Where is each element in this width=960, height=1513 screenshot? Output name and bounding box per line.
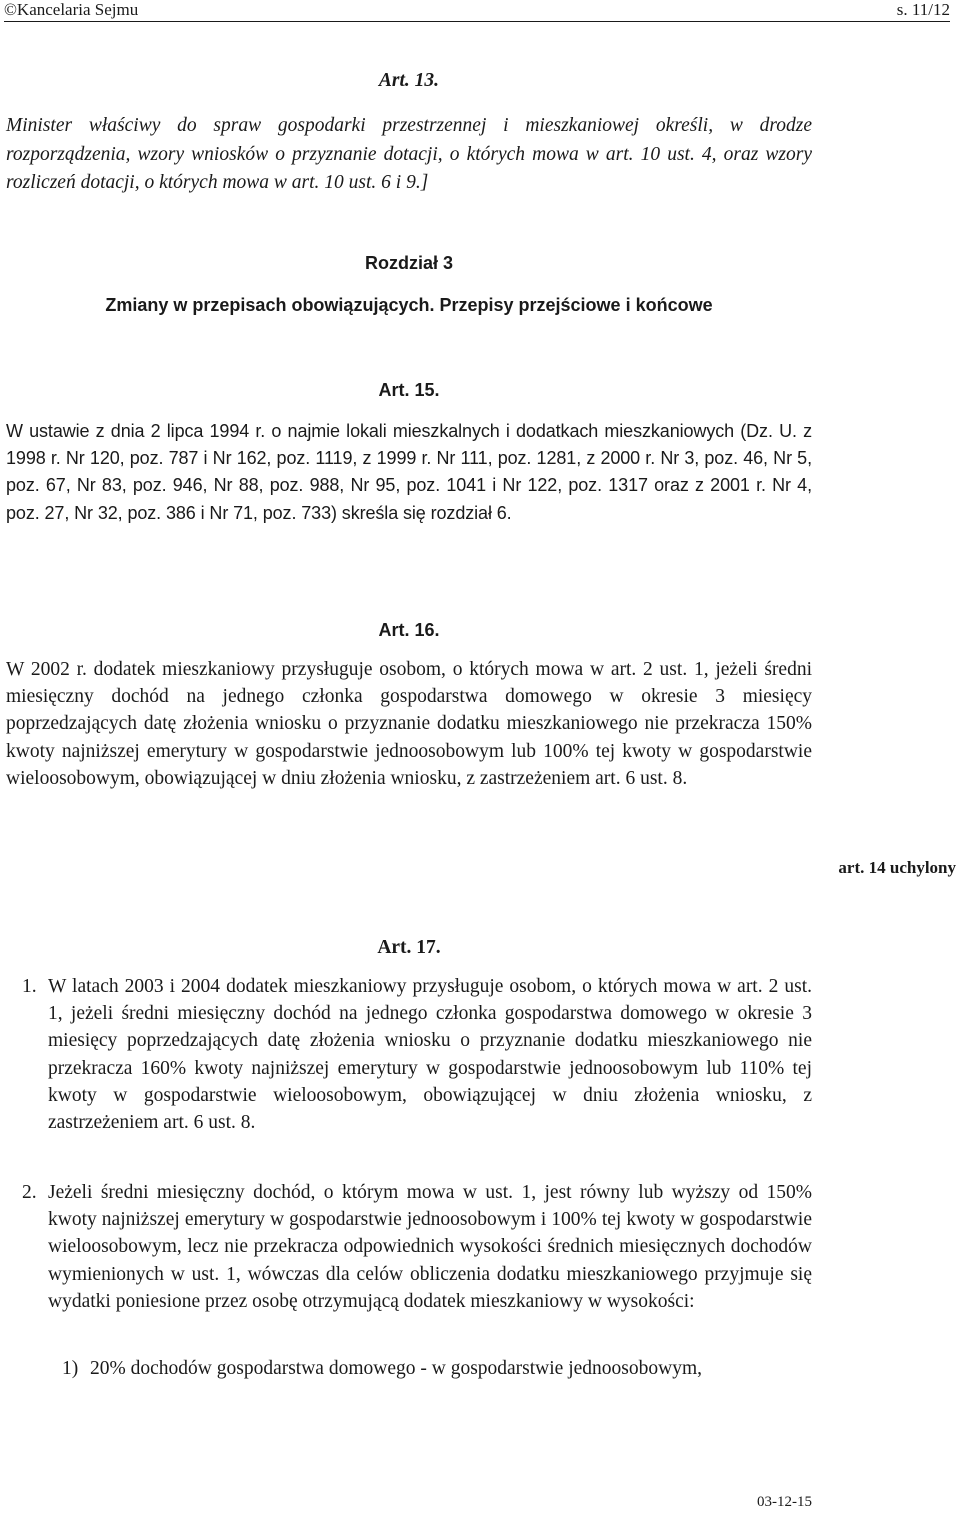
chapter-title: Zmiany w przepisach obowiązujących. Przepisy przejściowe i końcowe — [105, 295, 713, 315]
art16-heading: Art. 16. — [378, 620, 440, 640]
art13-heading: Art. 13. — [378, 70, 440, 91]
art13-body: Minister właściwy do spraw gospodarki przestrzennej i mieszkaniowej określi, w drodze rozporządzenia, wzory wniosków o przyznanie dotacji, o których mowa w art. 10 ust. 4, oraz wzory rozliczeń dotacji, o których mowa w art. 10 ust. 6 i 9.] — [6, 115, 812, 194]
art15-heading: Art. 15. — [378, 380, 440, 400]
art17-item-2-text: Jeżeli średni miesięczny dochód, o którym mowa w ust. 1, jest równy lub wyższy od 150% kwoty najniższej emerytury w gospodarstwie jednoosobowym i 100% tej kwoty w gospodarstwie wieloosobowym, lecz nie przekracza odpowiednich wysokości średnich miesięcznych dochodów wymienionych w ust. 1, wówczas dla celów obliczenia dodatku mieszkaniowego przyjmuje się wydatki poniesione przez osobę otrzymującą dodatek mieszkaniowy w wysokości: — [48, 1182, 812, 1312]
header-divider — [4, 21, 950, 22]
art15-body: W ustawie z dnia 2 lipca 1994 r. o najmie lokali mieszkalnych i dodatkach mieszkaniowych (Dz. U. z 1998 r. Nr 120, poz. 787 i Nr 162, poz. 1119, z 1999 r. Nr 111, poz. 1281, z 2000 r. Nr 3, poz. 46, Nr 5, poz. 67, Nr 83, poz. 946, Nr 88, poz. 988, Nr 95, poz. 1041 i Nr 122, poz. 1317 oraz z 2001 r. Nr 4, poz. 27, Nr 32, poz. 386 i Nr 71, poz. 733) skreśla się rozdział 6. — [6, 421, 812, 523]
page-header — [4, 0, 950, 20]
chapter-number: Rozdział 3 — [364, 253, 453, 273]
art17-heading: Art. 17. — [377, 937, 441, 958]
footer-date: 03-12-15 — [757, 1494, 812, 1510]
art17-item-1-number: 1. — [22, 976, 37, 997]
art17-item-1-text: W latach 2003 i 2004 dodatek mieszkaniowy przysługuje osobom, o których mowa w art. 2 ust. 1, jeżeli średni miesięczny dochód na jednego członka gospodarstwa domowego w okresie 3 miesięcy poprzedzających datę złożenia wniosku o przyznanie dodatku mieszkaniowego nie przekracza 160% kwoty najniższej emerytury w gospodarstwie jednoosobowym lub 110% tej kwoty w gospodarstwie wieloosobowym, obowiązującej w dniu złożenia wniosku, z zastrzeżeniem art. 6 ust. 8. — [48, 976, 812, 1134]
publisher-label: ©Kancelaria Sejmu — [4, 0, 139, 19]
art17-subitem-1-text: 20% dochodów gospodarstwa domowego - w gospodarstwie jednoosobowym, — [90, 1358, 703, 1379]
margin-note: art. 14 uchylony — [838, 858, 956, 877]
art16-body: W 2002 r. dodatek mieszkaniowy przysługuje osobom, o których mowa w art. 2 ust. 1, jeżeli średni miesięczny dochód na jednego członka gospodarstwa domowego w okresie 3 miesięcy poprzedzających datę złożenia wniosku o przyznanie dodatku mieszkaniowego nie przekracza 150% kwoty najniższej emerytury w gospodarstwie jednoosobowym lub 100% tej kwoty w gospodarstwie wieloosobowym, obowiązującej w dniu złożenia wniosku, z zastrzeżeniem art. 6 ust. 8. — [6, 659, 812, 789]
art17-item-2-number: 2. — [22, 1182, 37, 1203]
page-number: s. 11/12 — [896, 0, 950, 19]
art17-subitem-1-number: 1) — [62, 1358, 79, 1379]
